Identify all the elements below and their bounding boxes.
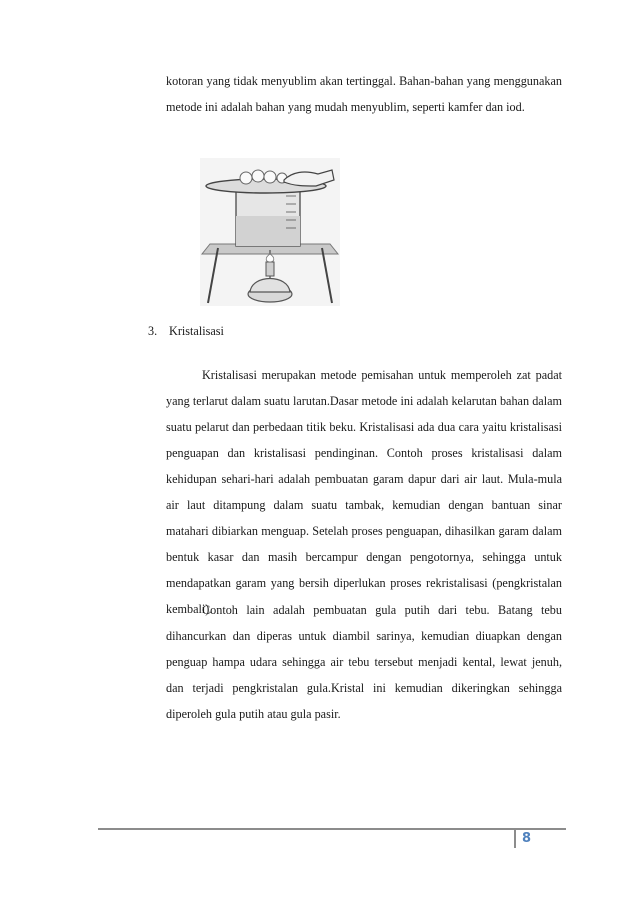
section-title: Kristalisasi — [169, 324, 224, 338]
paragraph-sublimation-end: kotoran yang tidak menyublim akan tertinggal. Bahan-bahan yang menggunakan metode ini adalah bahan yang mudah menyublim, seperti kamfer dan iod. — [166, 74, 562, 114]
paragraph-kristalisasi: Kristalisasi merupakan metode pemisahan untuk memperoleh zat padat yang terlarut dalam suatu larutan.Dasar metode ini adalah kelarutan bahan dalam suatu pelarut dan perbedaan titik beku. Kristalisasi ada dua cara yaitu kristalisasi penguapan dan kristalisasi pendinginan. Contoh proses kristalisasi dalam kehidupan sehari-hari adalah pembuatan garam dapur dari air laut. Mula-mula air laut ditampung dalam suatu tambak, kemudian dengan bantuan sinar matahari dibiarkan menguap. Setelah proses penguapan, dihasilkan garam dalam bentuk kasar dan masih bercampur dengan pengotornya, sehingga untuk mendapatkan garam yang bersih diperlukan proses rekristalisasi (pengkristalan kembali). — [166, 368, 562, 616]
footer-divider — [98, 828, 566, 830]
paragraph-gula-tebu: Contoh lain adalah pembuatan gula putih dari tebu. Batang tebu dihancurkan dan diperas untuk diambil sarinya, kemudian diuapkan dengan penguap hampa udara sehingga air tebu tersebut menjadi kental, lewat jenuh, dan terjadi pengkristalan gula.Kristal ini kemudian dikeringkan sehingga diperoleh gula putih atau gula pasir. — [166, 603, 562, 721]
section-number: 3. — [148, 324, 158, 338]
page-number: 8 — [522, 831, 532, 846]
sublimation-apparatus-illustration — [200, 158, 340, 306]
footer-separator — [514, 828, 516, 848]
section-heading — [148, 318, 224, 344]
